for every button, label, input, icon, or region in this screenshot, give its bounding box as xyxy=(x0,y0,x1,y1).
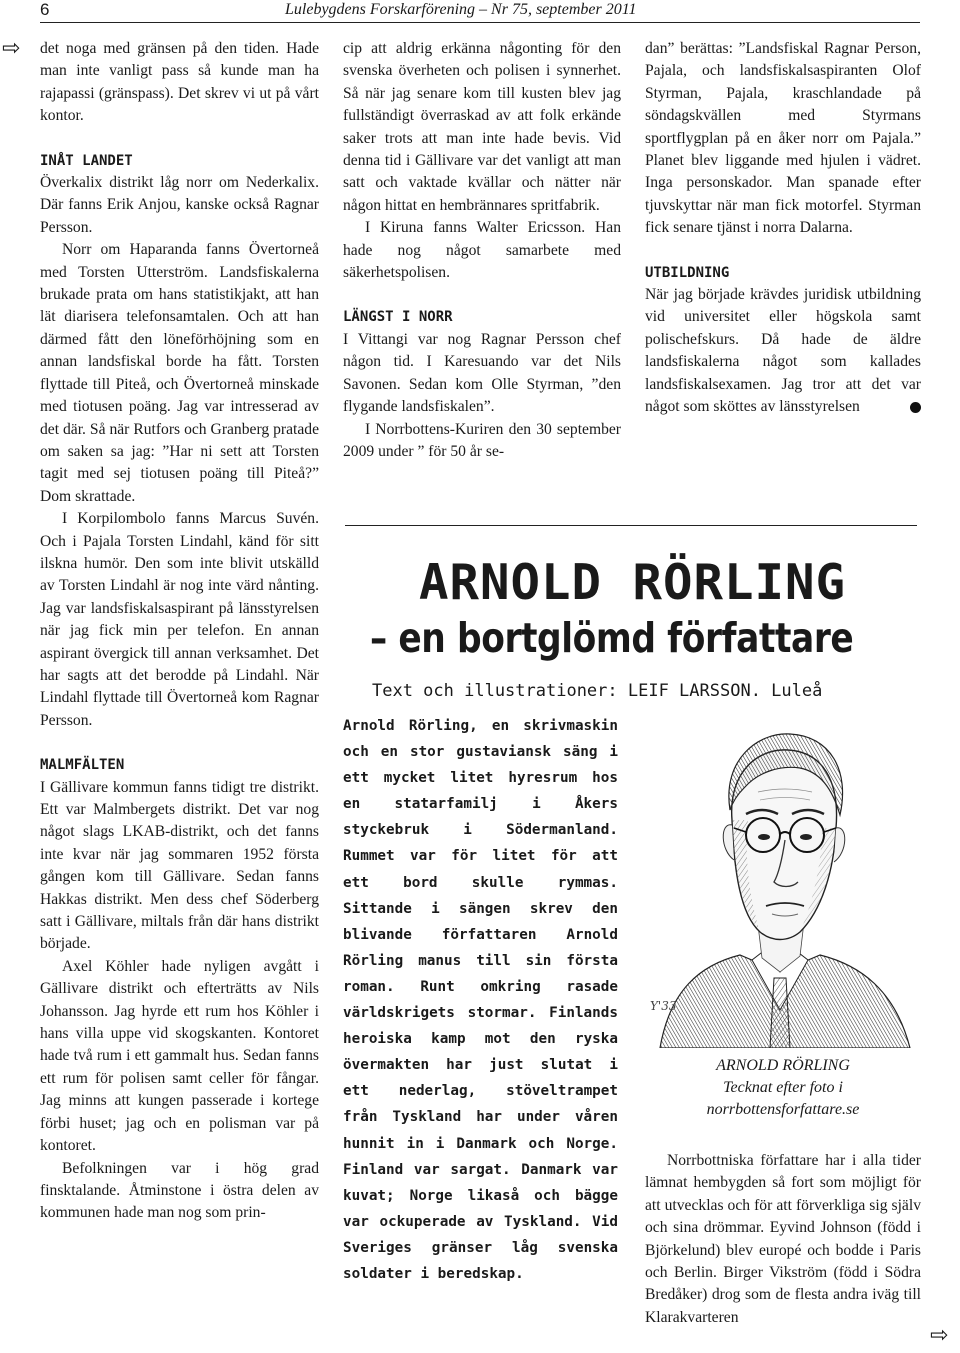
paragraph: I Gällivare kommun fanns tidigt tre distrikt. Ett var Malmbergets distrikt. Det var nog något slags LKAB-distrikt, och det fanns inte kvar när jag sommaren 1952 första gången kom till Gällivare. Sedan fanns Hakkas distrikt. Men dess chef Söderberg satt i Gällivare, miltals från där hans distrikt började. xyxy=(40,778,319,953)
continued-arrow-icon: ⇨ xyxy=(2,36,21,61)
paragraph: det noga med gränsen på den tiden. Hade man inte vanligt pass så kunde man ha rajapassi (gränspass). Det skrev vi ut på vårt kontor. xyxy=(40,40,319,125)
column-1 xyxy=(40,38,319,1225)
paragraph: cip att aldrig erkänna någonting för den svenska överheten och polisen i synnerhet. Så när jag senare kom till kusten blev jag fullständigt överraskad av att folk erkände saker trots att man inte hade bevis. Vid denna tid i Gällivare var det vanligt att man satt och vaktade kvällar och nätter när någon hittat en hembrännares spritfabrik. xyxy=(343,40,621,214)
portrait-caption xyxy=(645,1055,921,1121)
paragraph: I Norrbottens-Kuriren den 30 september 2009 under ” för 50 år se- xyxy=(343,420,621,460)
paragraph: Norr om Haparanda fanns Övertorneå med Torsten Utterström. Landsfiskalerna brukade prata om hans statistikjakt, att han lät diarisera telefonsamtalen. Och att han därmed fått den löneförhöjning som en annan landsfiskal borde ha fått. Torsten flyttade till Piteå, och Övertorneå minskade med tiotusen poäng. Jag var intresserad av det där. Så när Rutfors och Granberg pratade om saken sa jag: ”Har ni sett att Torsten tagit med sej tiotusen poäng till Piteå?” Dom skrattade. xyxy=(40,241,319,505)
paragraph: I Kiruna fanns Walter Ericsson. Han hade nog något samarbete med säkerhetspolisen. xyxy=(343,219,621,282)
continues-arrow-icon: ⇨ xyxy=(930,1323,949,1348)
article-credit: Text och illustrationer: LEIF LARSSON. Luleå xyxy=(372,681,823,701)
running-title: Lulebygdens Forskarförening – Nr 75, september 2011 xyxy=(285,1,637,18)
section-heading-inat-landet: INÅT LANDET xyxy=(40,152,133,169)
paragraph-text: När jag började krävdes juridisk utbildning vid universitet eller högskola samt polischefskurs. Då hade de äldre landsfiskalerna något som kallades landsfiskalsexamen. Jag tror att det var något som sköttes av länsstyrelsen xyxy=(645,286,921,416)
page-number: 6 xyxy=(40,0,50,19)
paragraph: Befolkningen var i hög grad finsktalande. Åtminstone i östra delen av kommunen hade man nog som prin- xyxy=(40,1159,319,1222)
article-body xyxy=(645,1150,921,1329)
section-heading-langst-i-norr: LÄNGST I NORR xyxy=(343,309,453,326)
header-rule xyxy=(40,22,920,23)
drawing-signature: Y'33 xyxy=(650,999,677,1013)
article-lead: Arnold Rörling, en skrivmaskin och en stor gustaviansk säng i ett mycket litet hyresrum hos en statarfamilj i Åkers styckebruk i Södermanland. Rummet var för litet för att ett bord skulle rymmas. Sittande i sängen skrev den blivande författaren Arnold Rörling manus till sin första roman. Runt omkring rasade världskrigets stormar. Finlands heroiska kamp mot den ryska övermakten har just slutat i ett nederlag, stöveltrampet från Tyskland har under våren hunnit in i Danmark och Norge. Finland var sargat. Danmark var kuvat; Norge likaså och bägge var ockuperade av Tyskland. Vid Sveriges gränser låg svenska soldater i beredskap. xyxy=(343,718,618,1282)
paragraph: dan” berättas: ”Landsfiskal Ragnar Person, Pajala, och landsfiskalsaspiranten Olof Styrman, Pajala, kraschlandade på söndagskvällen med Styrmans sportflygplan på en åker norr om Pajala.” Planet blev liggande med hjulen i vädret. Inga personskador. Man spanade efter tjuvskyttar när man fick motorfel. Styrman fick senare tjänst i norra Dalarna. xyxy=(645,40,921,237)
section-heading-malmfalten: MALMFÄLTEN xyxy=(40,757,125,774)
end-mark-icon xyxy=(910,402,921,413)
paragraph: Axel Köhler hade nyligen avgått i Gällivare distrikt och efterträtts av Nils Johansson. Jag hyrde ett rum hos Köhler i hans villa uppe vid skogskanten. Kontoret hade två rum i ett gammalt hus. Sedan fanns ett rum för polisen samt celler för fångar. Jag minns att kungen passerade i kortege förbi huset; jag och en polisman var på kontoret. xyxy=(40,957,319,1155)
paragraph: I Vittangi var nog Ragnar Persson chef någon tid. I Karesuando var det Nils Savonen. Sedan kom Olle Styrman, ”den flygande landsfiskalen”. xyxy=(343,330,621,416)
page-header xyxy=(0,0,960,26)
portrait-illustration xyxy=(640,710,922,1048)
article-subtitle: – en bortglömd författare xyxy=(370,614,854,662)
caption-line: Tecknat efter foto i xyxy=(723,1079,843,1096)
column-3 xyxy=(645,38,921,419)
article-title: ARNOLD RÖRLING xyxy=(418,554,846,611)
section-heading-utbildning: UTBILDNING xyxy=(645,264,730,281)
paragraph: Norrbottniska författare har i alla tider lämnat hembygden så fort som möjligt för att utvecklas och för att förverkliga sig själv och sina drömmar. Eyvind Johnson (född i Björkelund) blev europé och bodde i Paris och Berlin. Birger Vikström (född i Södra Bredåker) drog som de flesta andra iväg till Klarakvarteren xyxy=(645,1152,921,1326)
paragraph: I Korpilombolo fanns Marcus Suvén. Och i Pajala Torsten Lindahl, känd för sitt ilskna humör. Den som inte blivit utskälld av Torsten Lindahl är nog inte värd nånting. Jag var landsfiskalsaspirant på länsstyrelsen när jag fick min per telefon. En annan aspirant övergick till annan verksamhet. Det har sagts att det berodde på Lindahl. När Lindahl flyttade till Övertorneå kom Ragnar Persson. xyxy=(40,510,319,729)
column-2 xyxy=(343,38,621,463)
paragraph: Överkalix distrikt låg norr om Nederkalix. Där fanns Erik Anjou, kanske också Ragnar Persson. xyxy=(40,174,319,236)
paragraph xyxy=(645,284,921,418)
article-divider xyxy=(345,525,917,526)
caption-line: norrbottensforfattare.se xyxy=(706,1101,860,1118)
caption-line: ARNOLD RÖRLING xyxy=(716,1057,850,1074)
